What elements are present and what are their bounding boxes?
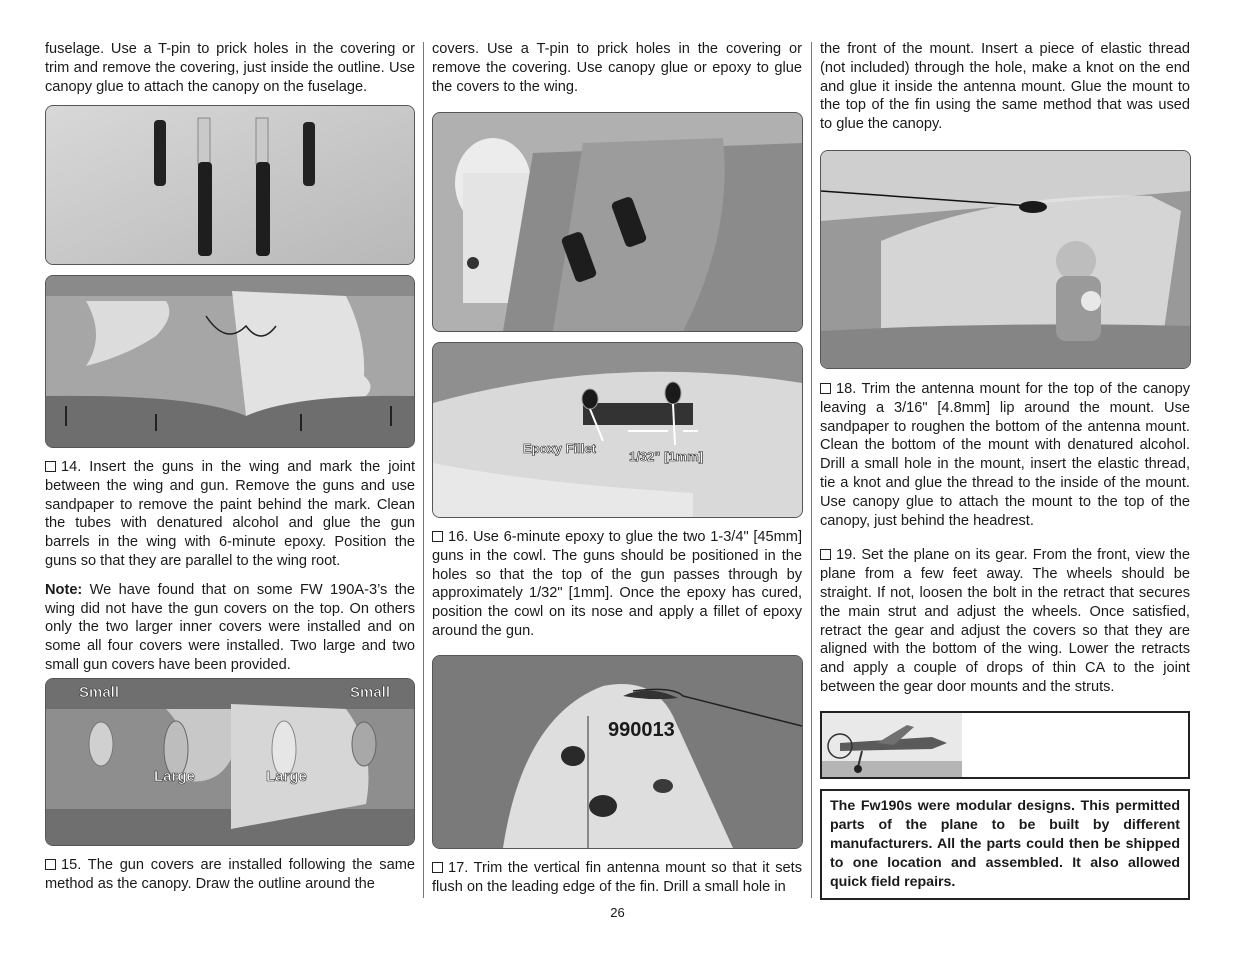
checkbox-step-16[interactable] [432, 531, 443, 542]
checkbox-step-18[interactable] [820, 383, 831, 394]
sidebar-fact-text: The Fw190s were modular designs. This permitted parts of the plane to be built by different manufacturers. All the parts could then be shipped to one location and assembled. It also allowed quick field repairs. [820, 789, 1190, 900]
note-paragraph [45, 581, 415, 675]
step-16-text: 16. Use 6-minute epoxy to glue the two 1-3/4" [45mm] guns in the cowl. The guns should be positioned in the holes so that the top of the gun passes through by approximately 1/32" [1mm]. Once the epoxy has cured, position the cowl on its nose and apply a fillet of epoxy around the gun. [432, 529, 802, 639]
note-label: Note: [45, 581, 83, 598]
step-15-paragraph [45, 856, 415, 894]
photo-epoxy-fillet [432, 342, 803, 518]
checkbox-step-14[interactable] [45, 461, 56, 472]
label-small-left: Small [79, 684, 120, 701]
fin-number: 990013 [608, 719, 675, 741]
col2-step16-block [432, 528, 802, 641]
step-18-text: 18. Trim the antenna mount for the top of the canopy leaving a 3/16" [4.8mm] lip around the mount. Use sandpaper to roughen the bottom of the antenna mount. Clean the bottom of the mount with denatured alcohol. Drill a small hole in the mount, insert the elastic thread, tie a knot and glue the thread to the inside of the mount. Use canopy glue to attach the mount to the top of the canopy, just behind the headrest. [820, 381, 1190, 529]
checkbox-step-19[interactable] [820, 549, 831, 560]
checkbox-step-17[interactable] [432, 862, 443, 873]
column-divider [811, 42, 812, 898]
col1-intro-paragraph: fuselage. Use a T-pin to prick holes in the covering or trim and remove the covering, just inside the outline. Use canopy glue to attach the canopy on the fuselage. [45, 41, 415, 95]
col3-steps-block [820, 380, 1190, 697]
col2-intro-paragraph: covers. Use a T-pin to prick holes in the covering or remove the covering. Use canopy glue or epoxy to glue the covers to the wing. [432, 41, 802, 95]
note-text: We have found that on some FW 190A-3’s the wing did not have the gun covers on the top. On others only the two larger inner covers were installed and on some all four covers were installed. Two large and two small gun covers have been provided. [45, 581, 415, 673]
label-small-right: Small [350, 684, 391, 701]
step-16-paragraph [432, 528, 802, 641]
photo-canopy-antenna [820, 150, 1191, 369]
label-large-left: Large [154, 768, 195, 785]
step-15-text: 15. The gun covers are installed following the same method as the canopy. Draw the outline around the [45, 857, 415, 892]
step-17-paragraph [432, 859, 802, 897]
step-17-text: 17. Trim the vertical fin antenna mount so that it sets flush on the leading edge of the fin. Drill a small hole in [432, 860, 802, 895]
col1-step14-block [45, 458, 415, 675]
column-divider [423, 42, 424, 898]
step-18-paragraph [820, 380, 1190, 530]
photo-cowl-guns [432, 112, 803, 332]
photo-gun-barrels [45, 105, 415, 265]
col1-step15-block [45, 856, 415, 894]
step-19-text: 19. Set the plane on its gear. From the front, view the plane from a few feet away. The wheels should be straight. If not, loosen the bolt in the retract that secures the main strut and adjust the wheels. Once satisfied, retract the gear and adjust the covers so that they are aligned with the bottom of the wing. Lower the retracts and apply a couple of drops of thin CA to the joint between the gear door mounts and the struts. [820, 547, 1190, 695]
checkbox-step-15[interactable] [45, 859, 56, 870]
col3-intro-paragraph: the front of the mount. Insert a piece of elastic thread (not included) through the hole, make a knot on the end and glue it inside the antenna mount. Glue the mount to the top of the fin using the same method that was used to glue the canopy. [820, 41, 1190, 133]
photo-gun-covers [45, 678, 415, 846]
column-2 [432, 40, 802, 96]
step-14-text: 14. Insert the guns in the wing and mark the joint between the wing and gun. Remove the guns and use sandpaper to remove the paint behind the mark. Clean the tubes with denatured alcohol and glue the gun barrels in the wing with 6-minute epoxy. Position the guns so that they are parallel to the wing root. [45, 459, 415, 569]
column-3 [820, 40, 1190, 134]
step-19-paragraph [820, 546, 1190, 696]
label-measurement: 1/32" [1mm] [629, 449, 704, 464]
photo-vertical-fin [432, 655, 803, 849]
column-1 [45, 40, 415, 96]
label-epoxy-fillet: Epoxy Fillet [523, 441, 596, 456]
step-14-paragraph [45, 458, 415, 571]
label-large-right: Large [266, 768, 307, 785]
col2-step17-block [432, 859, 802, 897]
page-number: 26 [610, 905, 625, 920]
sidebar-aircraft-photo [820, 711, 1190, 779]
photo-wing-top [45, 275, 415, 448]
fact-sidebar [820, 711, 1190, 900]
